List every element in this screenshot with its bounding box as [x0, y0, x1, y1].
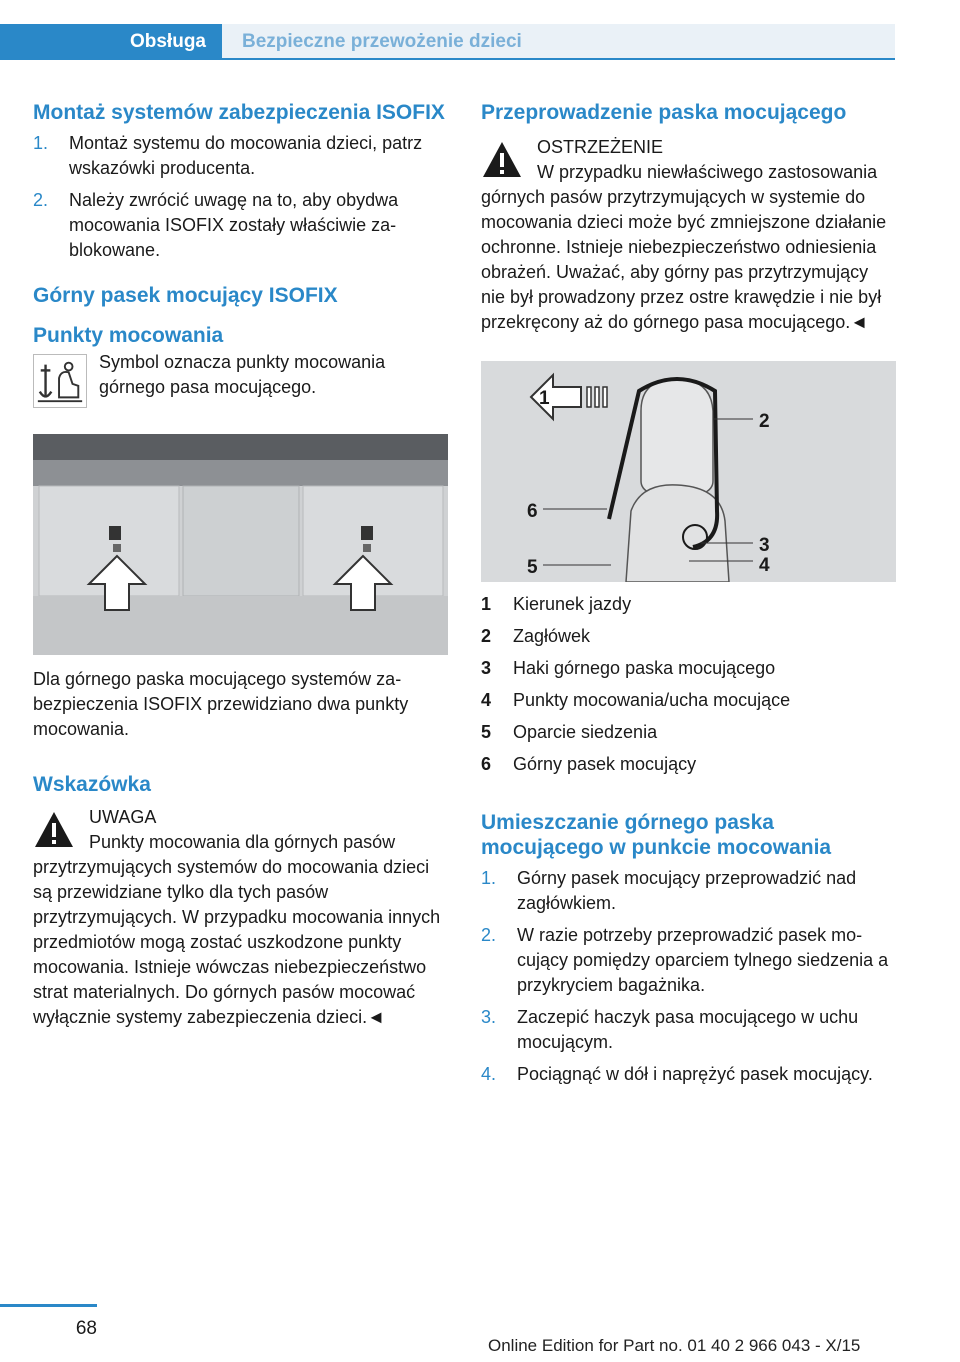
diagram-legend — [481, 588, 896, 780]
legend-row — [481, 652, 896, 684]
heading-isofix-mount: Montaż systemów zabezpieczenia ISOFIX — [33, 101, 445, 124]
diagram-label-6: 6 — [527, 501, 538, 522]
trunk-anchor-photo — [33, 434, 448, 655]
step-number: 3. — [481, 1007, 497, 1027]
legend-row — [481, 716, 896, 748]
legend-value: Górny pasek mocujący — [513, 753, 697, 774]
heading-note: Wskazówka — [33, 773, 151, 796]
list-item — [481, 923, 896, 998]
section-tab[interactable]: Obsługa — [0, 24, 222, 60]
diagram-label-2: 2 — [759, 411, 770, 432]
warning-triangle-icon — [33, 809, 75, 851]
isofix-anchor-icon — [33, 354, 87, 408]
heading-anchor-points: Punkty mocowania — [33, 324, 224, 347]
left-column — [33, 100, 448, 1030]
step-text: Pociągnąć w dół i naprężyć pasek mocujący. — [517, 1064, 873, 1084]
heading-routing: Przeprowadzenie paska mocującego — [481, 101, 847, 124]
strap-routing-diagram — [481, 361, 896, 582]
list-item — [481, 866, 896, 916]
legend-value: Haki górnego paska mocującego — [513, 657, 776, 678]
legend-value: Kierunek jazdy — [513, 593, 632, 614]
legend-row — [481, 748, 896, 780]
attach-steps-list — [481, 866, 896, 1087]
list-item — [481, 1062, 896, 1087]
step-number: 2. — [481, 925, 497, 945]
chapter-tab[interactable]: Bezpieczne przewożenie dzieci — [222, 24, 895, 60]
legend-key: 5 — [481, 721, 492, 742]
legend-value: Punkty mocowania/ucha mocujące — [513, 689, 791, 710]
page-number: 68 — [75, 1318, 97, 1339]
step-number: 1. — [33, 133, 49, 153]
heading-top-strap: Górny pasek mocujący ISOFIX — [33, 284, 338, 307]
footer-rule — [0, 1304, 97, 1307]
warning-block — [481, 135, 896, 335]
step-text: Montaż systemu do mocowania dzieci, patrz wskazówki producenta. — [69, 133, 423, 178]
step-text: Zaczepić haczyk pasa mocującego w uchu mocującym. — [517, 1007, 859, 1052]
header-rule — [0, 58, 895, 60]
legend-row — [481, 588, 896, 620]
step-number: 2. — [33, 190, 49, 210]
legend-row — [481, 684, 896, 716]
step-text: Należy zwrócić uwagę na to, aby obydwa mocowania ISOFIX zostały właściwie zablokowane. — [69, 190, 399, 260]
right-column — [481, 100, 896, 1094]
list-item — [33, 188, 448, 263]
caution-text: Punkty mocowania dla górnych pasów przytrzymujących systemów do mocowania dzieci są przewidziane tylko dla tych pasów przytrzymujących. W przypadku mocowania innych przedmiotów mogą zostać uszkodzone punkty mocowania. Istnieje wówczas niebezpieczeństwo strat materialnych. Do górnych pasów mocować wyłącznie systemy zabezpieczenia dzieci.◄ — [33, 832, 441, 1027]
step-text: Górny pasek mocujący przeprowadzić nad zagłówkiem. — [517, 868, 857, 913]
legend-key: 1 — [481, 593, 492, 614]
legend-key: 2 — [481, 625, 492, 646]
diagram-label-4: 4 — [759, 555, 770, 576]
legend-key: 3 — [481, 657, 492, 678]
warning-text: W przypadku niewłaściwego zastosowania górnych pasów przytrzymujących w systemie do mocowania dzieci może być zmniejszone działanie ochronne. Istnieje niebezpieczeństwo odniesienia obrażeń. Uważać, aby górny pas przytrzymujący nie był prowadzony przez ostre krawędzie i nie był przekręcony aż do górnego pasa mocującego.◄ — [481, 162, 887, 332]
edition-text: Online Edition for Part no. 01 40 2 966 043 - X/15 — [488, 1336, 861, 1355]
mount-steps-list — [33, 131, 448, 263]
list-item — [33, 131, 448, 181]
legend-key: 6 — [481, 753, 492, 774]
page-header — [0, 24, 895, 60]
step-text: W razie potrzeby przeprowadzić pasek mocujący pomiędzy oparciem tylnego siedzenia a przykryciem bagażnika. — [517, 925, 889, 995]
anchor-points-description: Dla górnego paska mocującego systemów zabezpieczenia ISOFIX przewidziano dwa punkty mocowania. — [33, 669, 409, 739]
list-item — [481, 1005, 896, 1055]
legend-key: 4 — [481, 689, 492, 710]
heading-attach-strap: Umieszczanie górnego paska mocującego w punkcie mocowania — [481, 811, 832, 859]
anchor-symbol-block — [33, 350, 448, 412]
step-number: 4. — [481, 1064, 497, 1084]
legend-row — [481, 620, 896, 652]
warning-triangle-icon — [481, 139, 523, 181]
diagram-label-5: 5 — [527, 557, 538, 578]
diagram-label-1: 1 — [539, 388, 550, 409]
legend-value: Zagłówek — [513, 625, 591, 646]
diagram-label-3: 3 — [759, 535, 770, 556]
step-number: 1. — [481, 868, 497, 888]
anchor-symbol-text: Symbol oznacza punkty mocowania górnego pasa mocującego. — [99, 352, 386, 397]
legend-value: Oparcie siedzenia — [513, 721, 658, 742]
caution-label: UWAGA — [89, 807, 157, 827]
caution-block — [33, 805, 448, 1030]
warning-label: OSTRZEŻENIE — [537, 137, 664, 157]
